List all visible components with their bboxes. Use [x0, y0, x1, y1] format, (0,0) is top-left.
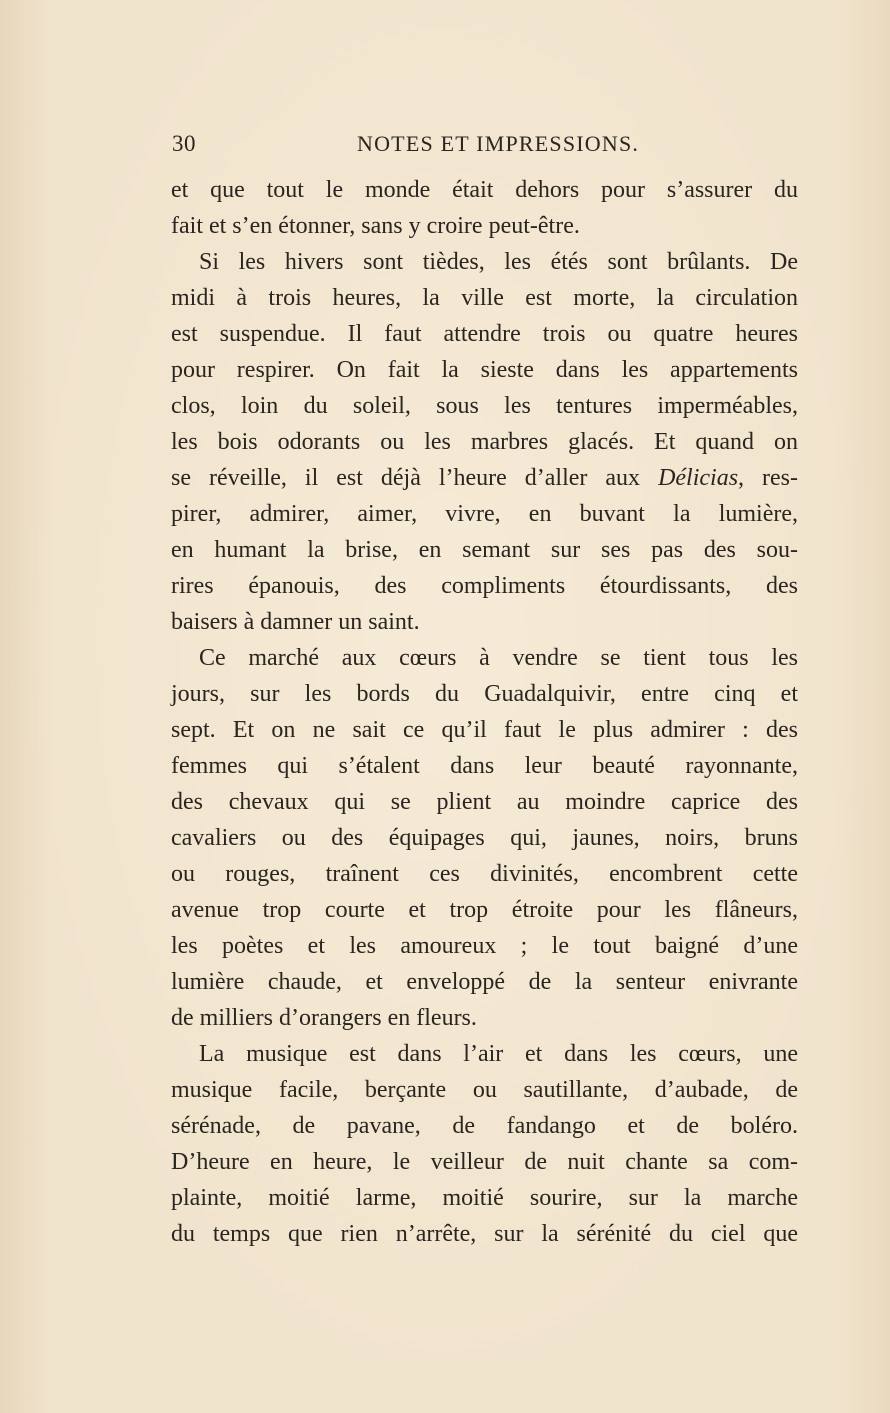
text-line: est suspendue. Il faut attendre trois ou quatre heures [171, 321, 798, 347]
text-line: La musique est dans l’air et dans les cœurs, une [199, 1041, 798, 1067]
text-line: lumière chaude, et enveloppé de la senteur enivrante [171, 969, 798, 995]
body-text [171, 172, 798, 1252]
text-line: de milliers d’orangers en fleurs. [171, 1005, 477, 1031]
text-line: les bois odorants ou les marbres glacés. Et quand on [171, 429, 798, 455]
text-line: rires épanouis, des compliments étourdissants, des [171, 573, 798, 599]
text-line: fait et s’en étonner, sans y croire peut-être. [171, 213, 580, 239]
text-line: sérénade, de pavane, de fandango et de boléro. [171, 1113, 798, 1139]
text-line: du temps que rien n’arrête, sur la sérénité du ciel que [171, 1221, 798, 1247]
text-line: clos, loin du soleil, sous les tentures imperméables, [171, 393, 798, 419]
text-segment: se réveille, il est déjà l’heure d’aller aux [171, 465, 641, 491]
text-line: Si les hivers sont tièdes, les étés sont brûlants. De [199, 249, 798, 275]
text-line: avenue trop courte et trop étroite pour les flâneurs, [171, 897, 798, 923]
text-line: D’heure en heure, le veilleur de nuit chante sa com- [171, 1149, 798, 1175]
text-line: midi à trois heures, la ville est morte, la circulation [171, 285, 798, 311]
text-line: et que tout le monde était dehors pour s’assurer du [171, 177, 798, 203]
text-line: ou rouges, traînent ces divinités, encombrent cette [171, 861, 798, 887]
running-head: NOTES ET IMPRESSIONS. [357, 131, 640, 156]
page-number: 30 [172, 131, 196, 156]
text-line: jours, sur les bords du Guadalquivir, entre cinq et [171, 681, 798, 707]
text-line: Ce marché aux cœurs à vendre se tient tous les [199, 645, 798, 671]
text-line: des chevaux qui se plient au moindre caprice des [171, 789, 798, 815]
text-line: sept. Et on ne sait ce qu’il faut le plus admirer : des [171, 717, 798, 743]
text-segment: , res- [738, 465, 799, 491]
text-line: pour respirer. On fait la sieste dans les appartements [171, 357, 798, 383]
italic-term: Délicias [658, 465, 739, 491]
page-header [172, 131, 798, 165]
text-line: baisers à damner un saint. [171, 609, 420, 635]
text-line: cavaliers ou des équipages qui, jaunes, noirs, bruns [171, 825, 798, 851]
text-line: pirer, admirer, aimer, vivre, en buvant la lumière, [171, 501, 798, 527]
text-line-with-italic [171, 460, 798, 496]
text-line: plainte, moitié larme, moitié sourire, sur la marche [171, 1185, 798, 1211]
text-line: femmes qui s’étalent dans leur beauté rayonnante, [171, 753, 798, 779]
text-line: en humant la brise, en semant sur ses pas des sou- [171, 537, 798, 563]
text-line: musique facile, berçante ou sautillante, d’aubade, de [171, 1077, 798, 1103]
text-line: les poètes et les amoureux ; le tout baigné d’une [171, 933, 798, 959]
